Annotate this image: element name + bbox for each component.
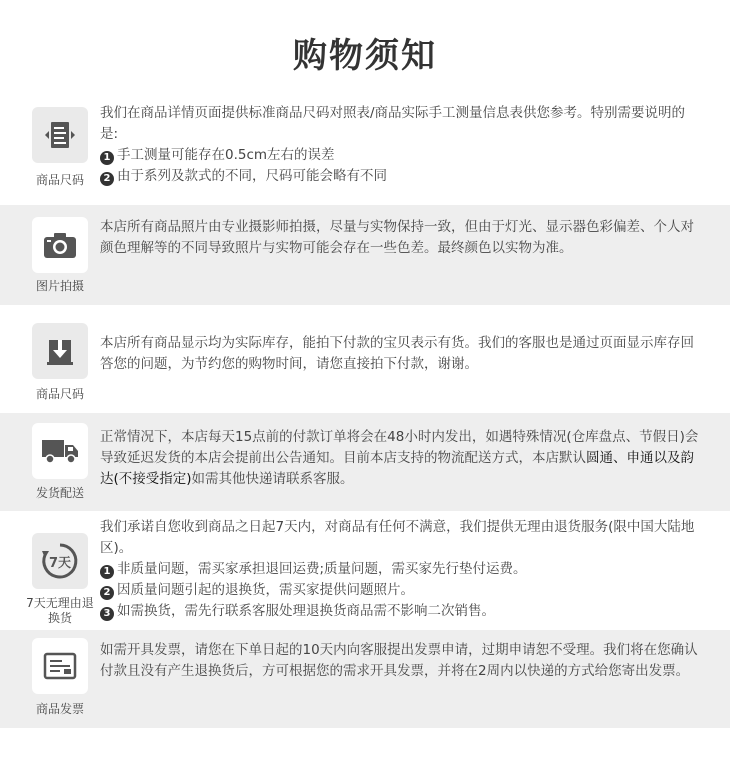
section-caption: 图片拍摄 [35,279,84,293]
section-text [100,217,700,259]
section-intro [100,427,700,490]
carrier-highlight: 圆通、申通以及韵达(不接受指定) [100,450,694,487]
section-text [100,427,700,490]
section-intro: 我们在商品详情页面提供标准商品尺码对照表/商品实际手工测量信息表供您参考。特别需要说明的是: [100,105,686,142]
section-caption: 7天无理由退换货 [26,596,94,625]
list-item-text: 因质量问题引起的退换货，需买家提供问题照片。 [117,582,414,598]
list-item-text: 非质量问题，需买家承担退回运费;质量问题，需买家先行垫付运费。 [117,561,527,577]
camera-icon [32,217,88,273]
number-badge: 2 [100,586,114,600]
section-text [100,333,700,375]
section-text [100,640,700,682]
section-intro: 本店所有商品显示均为实际库存，能拍下付款的宝贝表示有货。我们的客服也是通过页面显示库存回答您的问题，为节约您的购物时间，请您直接拍下付款，谢谢。 [100,335,694,372]
svg-text:7天: 7天 [48,556,72,571]
list-item [100,166,700,187]
section-stock [0,305,730,413]
section-intro: 本店所有商品照片由专业摄影师拍摄，尽量与实物保持一致，但由于灯光、显示器色彩偏差、个人对颜色理解等的不同导致照片与实物可能会存在一些色差。最终颜色以实物为准。 [100,219,694,256]
section-caption: 商品尺码 [35,387,84,401]
section-caption: 商品发票 [35,702,84,716]
package-box-icon [32,323,88,379]
ruler-document-icon [32,107,88,163]
list-item-text: 由于系列及款式的不同，尺码可能会略有不同 [117,168,387,184]
number-badge: 3 [100,607,114,621]
list-item [100,145,700,166]
delivery-truck-icon [32,423,88,479]
section-text [100,103,700,187]
section-returns [0,511,730,630]
list-item-text: 手工测量可能存在0.5cm左右的误差 [117,147,335,163]
section-photos [0,205,730,305]
number-badge: 2 [100,172,114,186]
section-invoice [0,630,730,728]
number-badge: 1 [100,565,114,579]
section-size [0,95,730,205]
section-caption: 发货配送 [35,486,84,500]
list-item [100,559,700,580]
page-title: 购物须知 [293,36,437,76]
intro-text: 如需其他快递请联系客服。 [191,471,354,487]
list-item [100,580,700,601]
section-text [100,517,700,622]
intro-text: 正常情况下，本店每天15点前的付款订单将会在48小时内发出，如遇特殊情况(仓库盘点、节假日)会导致延迟发货的本店会提前出公告通知。目前本店支持的物流配送方式，本店默认 [100,429,699,466]
section-shipping [0,413,730,511]
section-intro: 我们承诺自您收到商品之日起7天内，对商品有任何不满意，我们提供无理由退货服务(限中国大陆地区)。 [100,519,695,556]
invoice-icon [32,638,88,694]
number-badge: 1 [100,151,114,165]
section-caption: 商品尺码 [35,173,84,187]
list-item [100,601,700,622]
seven-day-return-icon [32,533,88,589]
section-intro: 如需开具发票，请您在下单日起的10天内向客服提出发票申请，过期申请恕不受理。我们将在您确认付款且没有产生退换货后，方可根据您的需求开具发票，并将在2周内以快递的方式给您寄出发票。 [100,642,698,679]
list-item-text: 如需换货，需先行联系客服处理退换货商品需不影响二次销售。 [117,603,495,619]
